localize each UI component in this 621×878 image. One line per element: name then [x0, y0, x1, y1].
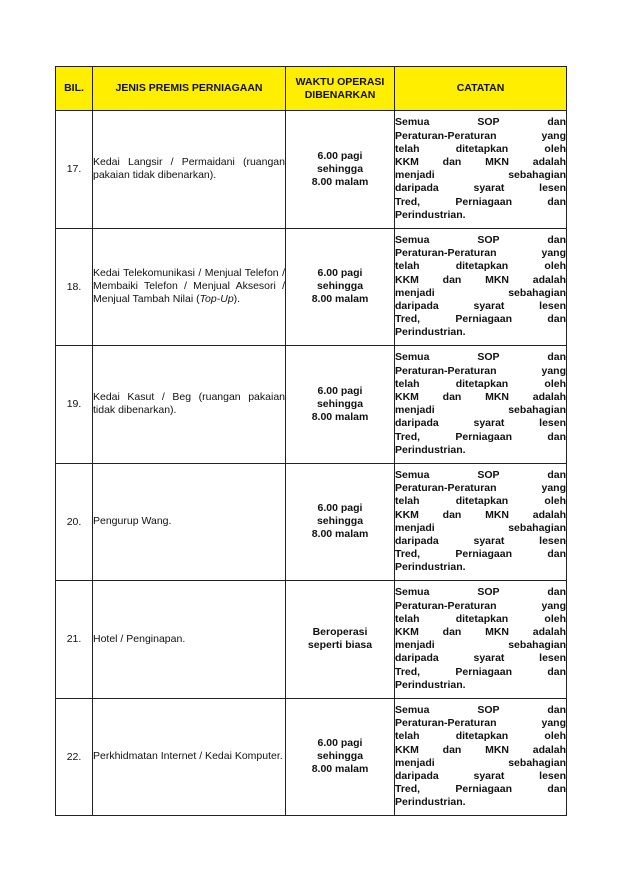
notes-line: telah ditetapkan oleh	[395, 730, 566, 743]
notes-line: Semua SOP dan	[395, 116, 566, 129]
notes-line: Peraturan-Peraturan yang	[395, 247, 566, 260]
hours-line: 6.00 pagi	[317, 267, 363, 280]
hours-line: sehingga	[316, 280, 364, 293]
operating-hours	[286, 111, 395, 229]
hours-line: sehingga	[316, 162, 364, 175]
hours-line: sehingga	[316, 515, 364, 528]
header-jenis-premis: JENIS PREMIS PERNIAGAAN	[93, 67, 286, 111]
notes-line: menjadi sebahagian	[395, 639, 566, 652]
notes-line: KKM dan MKN adalah	[395, 391, 566, 404]
notes-line: daripada syarat lesen	[395, 417, 566, 430]
table-row	[56, 346, 567, 464]
row-number: 21.	[56, 581, 93, 699]
notes	[395, 346, 567, 464]
notes	[395, 698, 567, 816]
hours-line: Beroperasi	[312, 626, 368, 639]
hours-line: 8.00 malam	[311, 763, 369, 776]
operating-hours	[286, 698, 395, 816]
notes-line: telah ditetapkan oleh	[395, 612, 566, 625]
notes-line: Perindustrian.	[395, 561, 466, 574]
header-row	[56, 67, 567, 111]
table-row	[56, 111, 567, 229]
notes-line: Perindustrian.	[395, 208, 466, 221]
notes-line: Tred, Perniagaan dan	[395, 548, 566, 561]
notes-line: daripada syarat lesen	[395, 769, 566, 782]
operating-hours	[286, 228, 395, 346]
hours-line: sehingga	[316, 750, 364, 763]
premise-type	[93, 228, 286, 346]
premise-type-text: Kedai Telekomunikasi / Menjual Telefon / Membaiki Telefon / Menjual Aksesori / Menjual Tambah Nilai (	[93, 267, 285, 306]
notes-line: Semua SOP dan	[395, 703, 566, 716]
premise-type: Hotel / Penginapan.	[93, 581, 286, 699]
notes-line: Perindustrian.	[395, 678, 466, 691]
hours-line: seperti biasa	[307, 639, 373, 652]
row-number: 22.	[56, 698, 93, 816]
header-waktu-line1: WAKTU OPERASI	[295, 75, 385, 88]
notes-line: Peraturan-Peraturan yang	[395, 129, 566, 142]
row-number: 18.	[56, 228, 93, 346]
notes-line: KKM dan MKN adalah	[395, 626, 566, 639]
notes-line: Tred, Perniagaan dan	[395, 430, 566, 443]
notes-line: KKM dan MKN adalah	[395, 508, 566, 521]
notes	[395, 463, 567, 581]
table-header	[56, 67, 567, 111]
notes-line: KKM dan MKN adalah	[395, 273, 566, 286]
premise-type: Perkhidmatan Internet / Kedai Komputer.	[93, 698, 286, 816]
table-row	[56, 228, 567, 346]
hours-line: sehingga	[316, 397, 364, 410]
notes-line: daripada syarat lesen	[395, 299, 566, 312]
hours-line: 8.00 malam	[311, 410, 369, 423]
notes-line: KKM dan MKN adalah	[395, 156, 566, 169]
notes-line: menjadi sebahagian	[395, 404, 566, 417]
notes-line: telah ditetapkan oleh	[395, 142, 566, 155]
notes	[395, 581, 567, 699]
notes-line: Perindustrian.	[395, 326, 466, 339]
table-row	[56, 581, 567, 699]
notes	[395, 228, 567, 346]
notes-line: Perindustrian.	[395, 796, 466, 809]
premise-type: Kedai Langsir / Permaidani (ruangan pakaian tidak dibenarkan).	[93, 111, 286, 229]
operating-hours	[286, 581, 395, 699]
notes-line: Semua SOP dan	[395, 586, 566, 599]
notes-line: telah ditetapkan oleh	[395, 495, 566, 508]
operating-hours	[286, 346, 395, 464]
business-premises-table	[55, 66, 567, 816]
operating-hours	[286, 463, 395, 581]
notes-line: Semua SOP dan	[395, 233, 566, 246]
premise-type: Pengurup Wang.	[93, 463, 286, 581]
row-number: 20.	[56, 463, 93, 581]
notes-line: Peraturan-Peraturan yang	[395, 599, 566, 612]
hours-line: 6.00 pagi	[317, 149, 363, 162]
hours-line: 8.00 malam	[311, 293, 369, 306]
hours-line: 8.00 malam	[311, 175, 369, 188]
notes-line: Tred, Perniagaan dan	[395, 783, 566, 796]
notes-line: Perindustrian.	[395, 443, 466, 456]
notes-line: daripada syarat lesen	[395, 534, 566, 547]
notes-line: Tred, Perniagaan dan	[395, 313, 566, 326]
notes-line: telah ditetapkan oleh	[395, 377, 566, 390]
notes-line: Semua SOP dan	[395, 351, 566, 364]
notes-line: menjadi sebahagian	[395, 286, 566, 299]
row-number: 17.	[56, 111, 93, 229]
notes-line: Tred, Perniagaan dan	[395, 665, 566, 678]
hours-line: 6.00 pagi	[317, 384, 363, 397]
notes-line: menjadi sebahagian	[395, 756, 566, 769]
notes-line: Peraturan-Peraturan yang	[395, 364, 566, 377]
hours-line: 8.00 malam	[311, 528, 369, 541]
notes-line: KKM dan MKN adalah	[395, 743, 566, 756]
header-waktu-operasi	[286, 67, 395, 111]
premise-type-italic: Top-Up	[199, 293, 234, 306]
header-waktu-line2: DIBENARKAN	[304, 88, 376, 101]
notes-line: telah ditetapkan oleh	[395, 260, 566, 273]
notes-line: menjadi sebahagian	[395, 169, 566, 182]
notes-line: Peraturan-Peraturan yang	[395, 482, 566, 495]
header-bil: BIL.	[56, 67, 93, 111]
premise-type-tail: ).	[233, 293, 241, 306]
table-row	[56, 463, 567, 581]
notes	[395, 111, 567, 229]
notes-line: Tred, Perniagaan dan	[395, 195, 566, 208]
hours-line: 6.00 pagi	[317, 737, 363, 750]
notes-line: Semua SOP dan	[395, 468, 566, 481]
row-number: 19.	[56, 346, 93, 464]
table-row	[56, 698, 567, 816]
notes-line: daripada syarat lesen	[395, 652, 566, 665]
header-catatan: CATATAN	[395, 67, 567, 111]
notes-line: menjadi sebahagian	[395, 521, 566, 534]
hours-line: 6.00 pagi	[317, 502, 363, 515]
notes-line: daripada syarat lesen	[395, 182, 566, 195]
notes-line: Peraturan-Peraturan yang	[395, 717, 566, 730]
premise-type: Kedai Kasut / Beg (ruangan pakaian tidak dibenarkan).	[93, 346, 286, 464]
